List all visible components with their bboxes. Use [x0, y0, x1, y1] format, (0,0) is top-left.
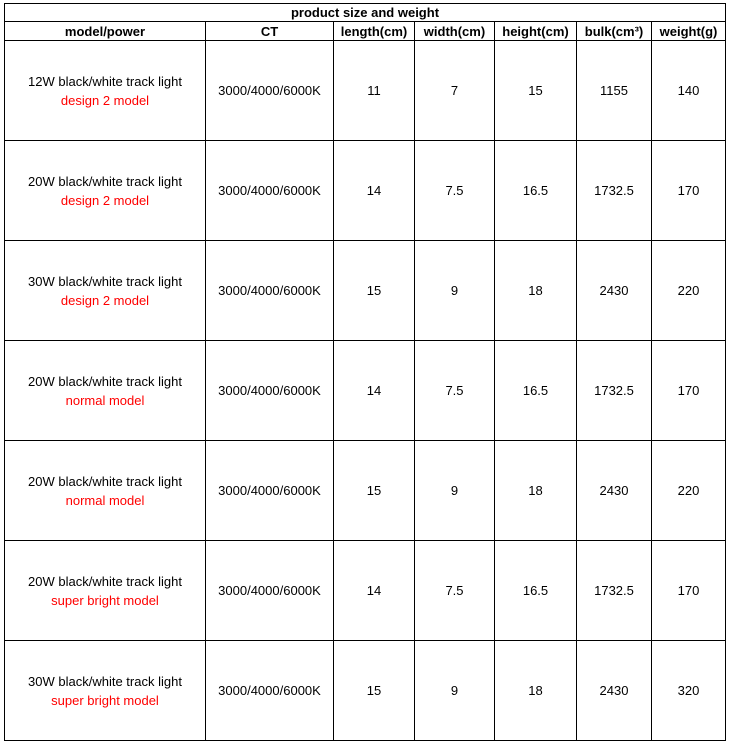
weight-cell: 170 [652, 341, 726, 441]
table-row [5, 441, 726, 541]
model-variant: design 2 model [60, 292, 150, 308]
weight-cell: 170 [652, 541, 726, 641]
model-variant: super bright model [51, 592, 159, 608]
width-cell: 9 [415, 441, 495, 541]
product-spec-table [4, 3, 726, 741]
length-cell: 15 [334, 241, 415, 341]
width-cell: 7.5 [415, 341, 495, 441]
bulk-cell: 2430 [577, 241, 652, 341]
length-cell: 14 [334, 341, 415, 441]
model-variant: normal model [65, 392, 145, 408]
header-ct: CT [206, 22, 334, 41]
model-variant: super bright model [51, 692, 159, 708]
bulk-cell: 1732.5 [577, 141, 652, 241]
model-cell [5, 641, 206, 741]
header-width: width(cm) [415, 22, 495, 41]
model-name: 30W black/white track light [28, 673, 182, 689]
ct-cell: 3000/4000/6000K [206, 41, 334, 141]
table-row [5, 541, 726, 641]
width-cell: 7.5 [415, 541, 495, 641]
ct-cell: 3000/4000/6000K [206, 641, 334, 741]
ct-cell: 3000/4000/6000K [206, 341, 334, 441]
table-row [5, 241, 726, 341]
model-cell [5, 141, 206, 241]
bulk-cell: 2430 [577, 441, 652, 541]
model-variant: design 2 model [60, 192, 150, 208]
length-cell: 14 [334, 141, 415, 241]
model-cell [5, 241, 206, 341]
header-weight: weight(g) [652, 22, 726, 41]
title-row [5, 4, 726, 22]
header-model-power: model/power [5, 22, 206, 41]
model-cell [5, 441, 206, 541]
height-cell: 16.5 [495, 141, 577, 241]
header-bulk: bulk(cm³) [577, 22, 652, 41]
header-length: length(cm) [334, 22, 415, 41]
model-name: 12W black/white track light [28, 73, 182, 89]
length-cell: 15 [334, 641, 415, 741]
model-cell [5, 341, 206, 441]
height-cell: 15 [495, 41, 577, 141]
height-cell: 16.5 [495, 341, 577, 441]
table-title: product size and weight [5, 4, 726, 22]
bulk-cell: 2430 [577, 641, 652, 741]
height-cell: 18 [495, 441, 577, 541]
bulk-cell: 1732.5 [577, 341, 652, 441]
model-name: 30W black/white track light [28, 273, 182, 289]
width-cell: 9 [415, 241, 495, 341]
model-cell [5, 541, 206, 641]
model-name: 20W black/white track light [28, 473, 182, 489]
weight-cell: 320 [652, 641, 726, 741]
ct-cell: 3000/4000/6000K [206, 541, 334, 641]
header-height: height(cm) [495, 22, 577, 41]
length-cell: 14 [334, 541, 415, 641]
model-name: 20W black/white track light [28, 573, 182, 589]
weight-cell: 220 [652, 441, 726, 541]
table-row [5, 41, 726, 141]
model-name: 20W black/white track light [28, 373, 182, 389]
width-cell: 9 [415, 641, 495, 741]
weight-cell: 170 [652, 141, 726, 241]
model-variant: design 2 model [60, 92, 150, 108]
weight-cell: 140 [652, 41, 726, 141]
height-cell: 18 [495, 241, 577, 341]
ct-cell: 3000/4000/6000K [206, 441, 334, 541]
model-cell [5, 41, 206, 141]
length-cell: 11 [334, 41, 415, 141]
length-cell: 15 [334, 441, 415, 541]
width-cell: 7 [415, 41, 495, 141]
bulk-cell: 1732.5 [577, 541, 652, 641]
model-variant: normal model [65, 492, 145, 508]
model-name: 20W black/white track light [28, 173, 182, 189]
table-row [5, 141, 726, 241]
height-cell: 16.5 [495, 541, 577, 641]
ct-cell: 3000/4000/6000K [206, 141, 334, 241]
header-row [5, 22, 726, 41]
weight-cell: 220 [652, 241, 726, 341]
height-cell: 18 [495, 641, 577, 741]
table-row [5, 341, 726, 441]
bulk-cell: 1155 [577, 41, 652, 141]
ct-cell: 3000/4000/6000K [206, 241, 334, 341]
table-row [5, 641, 726, 741]
width-cell: 7.5 [415, 141, 495, 241]
